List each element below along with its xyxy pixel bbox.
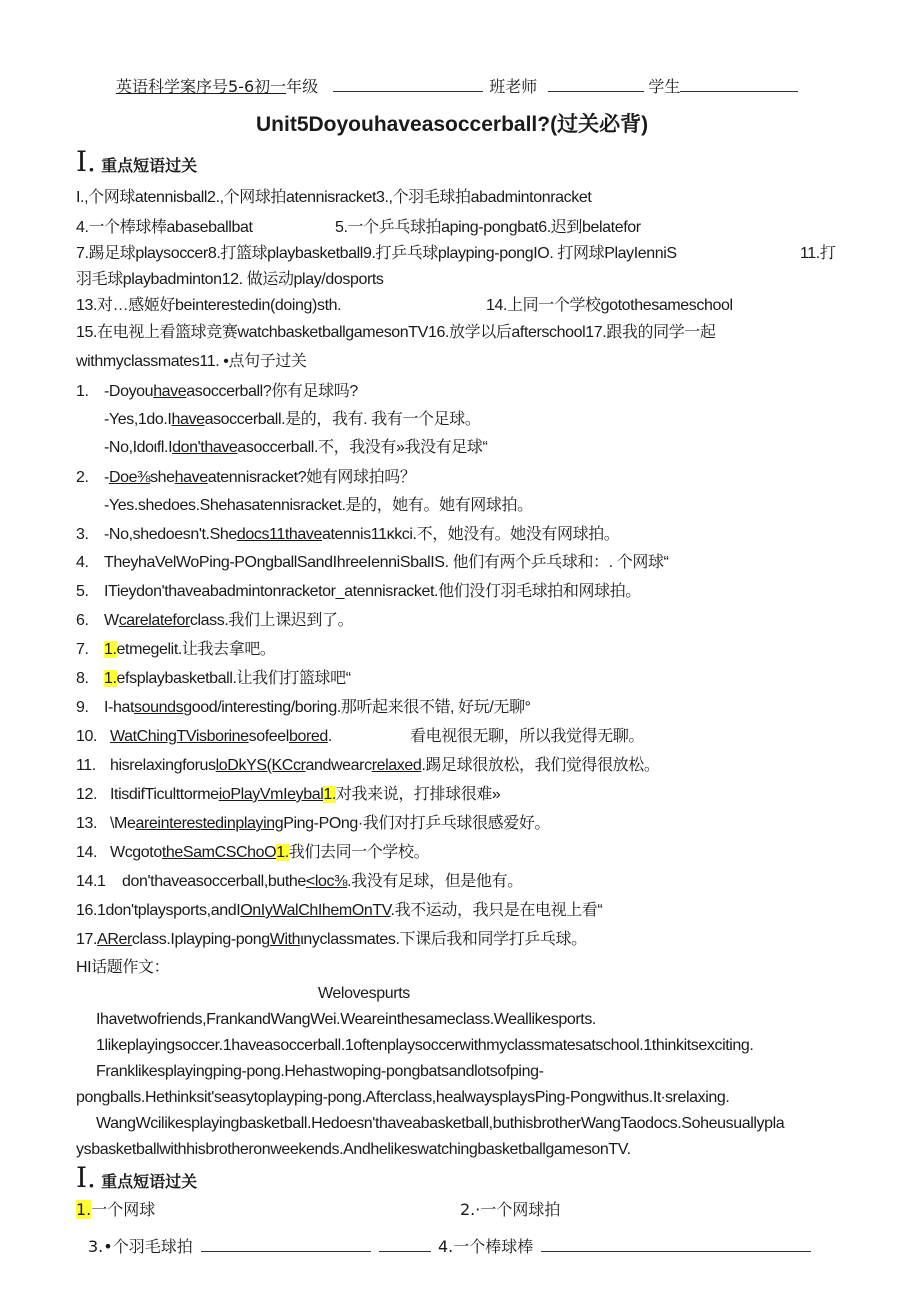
sentence-5: 5. ITieydon'thaveabadmintonracketor_atennisracket.他们没仃羽毛球拍和网球拍。 <box>76 583 641 600</box>
phrase-line-2a: 4.一个棒球棒abaseballbat <box>76 219 253 236</box>
highlight-mark: 1. <box>323 786 336 803</box>
phrase-line-5a: 13.对…感姬好beinterestedin(doing)sth. <box>76 297 342 314</box>
section4-heading <box>76 1162 197 1198</box>
sentence-number: 8. <box>76 670 89 687</box>
sentence-1: 1. -Doyouhaveasoccerball?你有足球吗? <box>76 383 358 400</box>
header-grade: 初一 <box>254 77 287 96</box>
sentence-13: 13. \MeareinterestedinplayingPing-POng·我们对打乒乓球很感爱好。 <box>76 815 551 832</box>
essay-line-2: 1likeplayingsoccer.1haveasoccerball.1oftenplaysoccerwithmyclassmatesatschool.1thinkitsexciting. <box>96 1037 754 1054</box>
sentence-1-yes: -Yes,1do.Ihaveasoccerball.是的，我有. 我有一个足球。 <box>104 411 481 428</box>
sentence-number: 2. <box>76 469 89 486</box>
exercise-item-3: 3.•个羽毛球拍 <box>88 1237 431 1257</box>
answer-blank[interactable] <box>541 1237 811 1252</box>
section1-roman: I. <box>76 145 96 178</box>
sentence-9: 9. I-hatsoundsgood/interesting/boring.那听起来很不错, 好玩/无聊° <box>76 699 531 716</box>
highlight-mark: 1. <box>104 641 117 658</box>
answer-blank[interactable] <box>379 1237 431 1252</box>
sentence-number: 14.1 <box>76 873 106 890</box>
essay-line-3: Franklikesplayingping-pong.Hehastwoping-pongbatsandlotsofping- <box>96 1063 544 1080</box>
exercise-item-1: 1.一个网球 <box>76 1200 156 1219</box>
sentence-number: 10. <box>76 728 98 745</box>
sentence-number: 6. <box>76 612 89 629</box>
phrase-line-2b: 5.一个乒乓球拍aping-pongbat6.迟到belatefor <box>335 219 641 236</box>
exercise-item-2: 2.·一个网球拍 <box>460 1200 561 1219</box>
sentence-1-no: -No,Idoιfl.Idon'thaveasoccerball.不，我没有»我没有足球“ <box>104 439 488 456</box>
header-grade-suffix: 年级 <box>286 77 319 96</box>
header-student-label: 学生 <box>648 77 681 96</box>
sentence-14: 14. WcgototheSamCSChoO1.我们去同一个学校。 <box>76 844 430 861</box>
section4-title: 重点短语过关 <box>101 1172 198 1191</box>
sentence-10: 10. WatChingTVisborinesofeelbored. <box>76 728 332 745</box>
sentence-4: 4. TheyhaVelWoPing-POngballSandIhreeIenniSbalIS. 他们有两个乒乓球和：. 个网球“ <box>76 554 669 571</box>
section1-heading <box>76 146 197 182</box>
sentence-number: 9. <box>76 699 89 716</box>
essay-line-1: Ihavetwofriends,FrankandWangWei.Weareinthesameclass.Weallikesports. <box>96 1011 596 1028</box>
phrase-line-4: 羽毛球playbadminton12. 做运动play/dosports <box>76 271 384 288</box>
sentence-6: 6. Wcarelateforclass.我们上课迟到了。 <box>76 612 354 629</box>
sentence-2: 2. -Doe⅜shehaveatennisracket?她有网球拍吗？ <box>76 469 416 486</box>
sentence-17: 17.ARerclass.Iplayping-pongWithιnyclassmates.下课后我和同学打乒乓球。 <box>76 931 587 948</box>
essay-line-6: ysbasketballwithhisbrotheronweekends.AndhelikeswatchingbasketballgamesonTV. <box>76 1141 631 1158</box>
sentence-number: 12. <box>76 786 98 803</box>
sentence-number: 13. <box>76 815 98 832</box>
phrase-line-3b: 11.打 <box>800 245 836 262</box>
phrase-line-1: I.,个网球atennisball2.,个网球拍atennisracket3.,个羽毛球拍abadmintonracket <box>76 189 592 206</box>
sentence-2-yes: -Yes.shedoes.Shehasatennisracket.是的，她有。她有网球拍。 <box>104 497 533 514</box>
header-class-label: 班老师 <box>489 77 538 96</box>
sentence-number: 7. <box>76 641 89 658</box>
essay-title: Welovespurts <box>318 985 410 1002</box>
highlight-mark: 1. <box>276 844 289 861</box>
grade-blank[interactable] <box>333 77 483 92</box>
sentence-number: 5. <box>76 583 89 600</box>
page-title: Unit5Doyouhaveasoccerball?(过关必背) <box>256 113 649 136</box>
exercise-item-4: 4.一个棒球棒 <box>438 1237 811 1257</box>
sentence-3: 3. -No,shedoesn't.Shedocs11thaveatennis11κkci.不，她没有。她没有网球拍。 <box>76 526 620 543</box>
answer-blank[interactable] <box>201 1237 371 1252</box>
phrase-line-7: withmyclassmates11. •点句子过关 <box>76 353 307 370</box>
sentence-number: 14. <box>76 844 98 861</box>
sentence-8: 8. 1.efsplaybasketball.让我们打篮球吧“ <box>76 670 351 687</box>
sentence-11: 11. hisrelaxingforusloDkYS(KCcrandwearcrelaxed.踢足球很放松，我们觉得很放松。 <box>76 757 660 774</box>
highlight-mark: 1. <box>104 670 117 687</box>
phrase-line-6: 15.在电视上看篮球竞赛watchbasketballgamesonTV16.放学以后afterschool17.跟我的同学一起 <box>76 324 716 341</box>
sentence-12: 12. ItisdifTiculttormeioPlayVmIeybal1.对我来说，打排球很难» <box>76 786 501 803</box>
sentence-15: 14.1 don'thaveasoccerball,buthe<loc⅜.我没有足球，但是他有。 <box>76 873 523 890</box>
sentence-16: 16.1don'tplaysports,andIOnIyWalChIhemOnTV.我不运动，我只是在电视上看“ <box>76 902 603 919</box>
phrase-line-5b: 14.上同一个学校gotothesameschool <box>486 297 733 314</box>
phrase-line-3a: 7.踢足球playsoccer8.打篮球playbasketball9.打乒乓球playping-pongIO. 打网球PlayIenniS <box>76 245 677 262</box>
section1-title: 重点短语过关 <box>101 156 198 175</box>
sentence-number: 11. <box>76 757 96 774</box>
worksheet-header <box>116 77 798 97</box>
essay-line-4: pongballs.Hethinksit'seasytoplayping-pong.Afterclass,healwaysplaysPing-Pongwithus.It∙srelaxing. <box>76 1089 730 1106</box>
sentence-10-chinese: 看电视很无聊，所以我觉得无聊。 <box>410 728 645 745</box>
essay-section-title: HI话题作文： <box>76 959 170 976</box>
header-prefix: 英语科学案序号 <box>116 77 229 96</box>
section4-roman: I. <box>76 1161 96 1194</box>
highlight-mark: 1. <box>76 1200 92 1219</box>
header-serial: 5-6 <box>228 77 255 96</box>
sentence-number: 3. <box>76 526 89 543</box>
student-blank[interactable] <box>680 77 798 92</box>
sentence-7: 7. 1.etmegelit.让我去拿吧。 <box>76 641 276 658</box>
sentence-number: 1. <box>76 383 89 400</box>
essay-line-5: WangWcilikesplayingbasketball.Hedoesn'thaveabasketball,buthisbrotherWangTaodocs.Soheusuallypla <box>96 1115 785 1132</box>
sentence-number: 4. <box>76 554 89 571</box>
teacher-blank[interactable] <box>548 77 644 92</box>
